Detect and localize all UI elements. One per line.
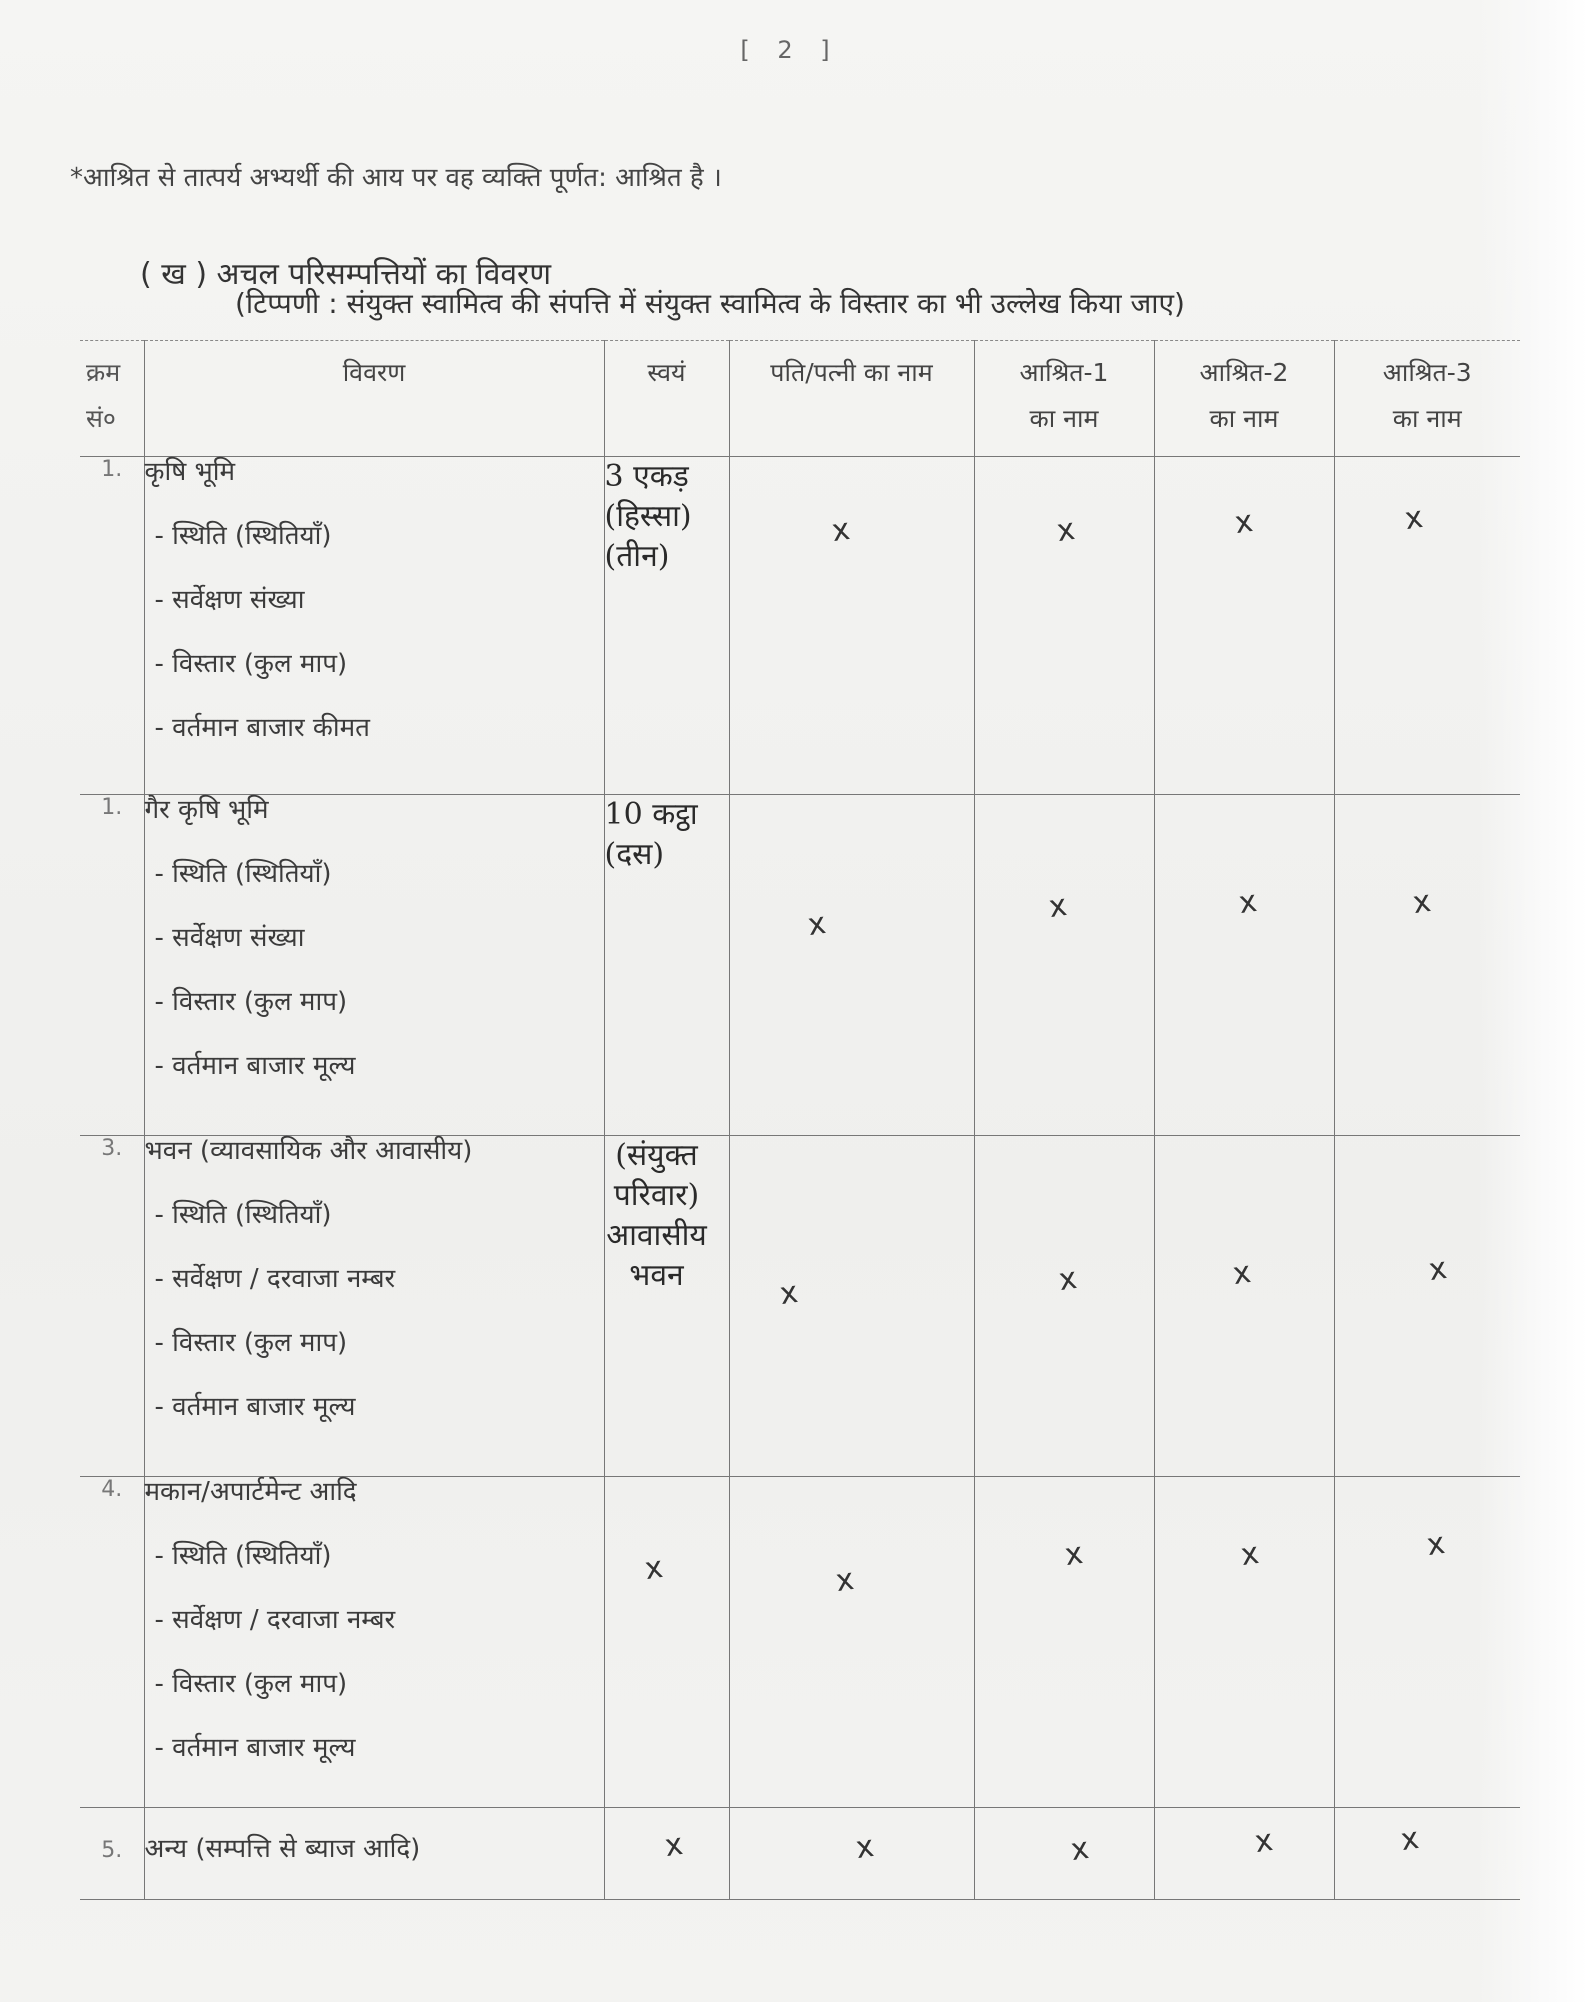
dependent-3-value: x: [1334, 795, 1520, 1136]
self-value: x: [604, 1477, 729, 1808]
dependent-2-value: x: [1154, 457, 1334, 795]
dependent-1-value: x: [974, 1477, 1154, 1808]
self-value: (संयुक्त परिवार) आवासीय भवन: [604, 1136, 729, 1477]
dependent-footnote: *आश्रित से तात्पर्य अभ्यर्थी की आय पर वह व्यक्ति पूर्णत: आश्रित है ।: [70, 163, 722, 193]
header-description: विवरण: [144, 341, 604, 457]
header-dependent-3: आश्रित-3 का नाम: [1334, 341, 1520, 457]
row-description: अन्य (सम्पत्ति से ब्याज आदि): [144, 1808, 604, 1900]
row-description: कृषि भूमि - स्थिति (स्थितियाँ) - सर्वेक्षण संख्या - विस्तार (कुल माप) - वर्तमान बाजार कीमत: [144, 457, 604, 795]
page-number: [ 2 ]: [740, 36, 840, 64]
table-row: [80, 1477, 1520, 1808]
header-dependent-1: आश्रित-1 का नाम: [974, 341, 1154, 457]
row-serial: 5.: [80, 1808, 144, 1900]
section-title: ( ख ) अचल परिसम्पत्तियों का विवरण: [140, 257, 552, 292]
dependent-1-value: x: [974, 1808, 1154, 1900]
spouse-value: x: [729, 795, 974, 1136]
row-serial: 1.: [80, 795, 144, 1136]
row-description: भवन (व्यावसायिक और आवासीय) - स्थिति (स्थितियाँ) - सर्वेक्षण / दरवाजा नम्बर - विस्तार (कुल माप) - वर्तमान बाजार मूल्य: [144, 1136, 604, 1477]
dependent-2-value: x: [1154, 1808, 1334, 1900]
header-self: स्वयं: [604, 341, 729, 457]
table-row: [80, 1808, 1520, 1900]
row-description: गैर कृषि भूमि - स्थिति (स्थितियाँ) - सर्वेक्षण संख्या - विस्तार (कुल माप) - वर्तमान बाजार मूल्य: [144, 795, 604, 1136]
table-row: [80, 457, 1520, 795]
spouse-value: x: [729, 1808, 974, 1900]
row-serial: 1.: [80, 457, 144, 795]
row-serial: 4.: [80, 1477, 144, 1808]
spouse-value: x: [729, 1477, 974, 1808]
dependent-3-value: x: [1334, 1477, 1520, 1808]
dependent-1-value: x: [974, 457, 1154, 795]
dependent-2-value: x: [1154, 1477, 1334, 1808]
row-serial: 3.: [80, 1136, 144, 1477]
joint-ownership-note: (टिप्पणी : संयुक्त स्वामित्व की संपत्ति में संयुक्त स्वामित्व के विस्तार का भी उल्लेख किया जाए): [235, 287, 1185, 320]
dependent-3-value: x: [1334, 457, 1520, 795]
self-value: 3 एकड़ (हिस्सा) (तीन): [604, 457, 729, 795]
dependent-1-value: x: [974, 1136, 1154, 1477]
dependent-3-value: x: [1334, 1136, 1520, 1477]
dependent-1-value: x: [974, 795, 1154, 1136]
self-value: x: [604, 1808, 729, 1900]
table-row: [80, 795, 1520, 1136]
header-row: [80, 341, 1520, 457]
table-row: [80, 1136, 1520, 1477]
immovable-assets-table: [80, 340, 1520, 1900]
header-spouse: पति/पत्नी का नाम: [729, 341, 974, 457]
header-dependent-2: आश्रित-2 का नाम: [1154, 341, 1334, 457]
spouse-value: x: [729, 457, 974, 795]
dependent-3-value: x: [1334, 1808, 1520, 1900]
dependent-2-value: x: [1154, 1136, 1334, 1477]
header-serial: क्रम सं०: [80, 341, 144, 457]
row-description: मकान/अपार्टमेन्ट आदि - स्थिति (स्थितियाँ) - सर्वेक्षण / दरवाजा नम्बर - विस्तार (कुल माप) - वर्तमान बाजार मूल्य: [144, 1477, 604, 1808]
self-value: 10 कट्ठा (दस): [604, 795, 729, 1136]
dependent-2-value: x: [1154, 795, 1334, 1136]
spouse-value: x: [729, 1136, 974, 1477]
